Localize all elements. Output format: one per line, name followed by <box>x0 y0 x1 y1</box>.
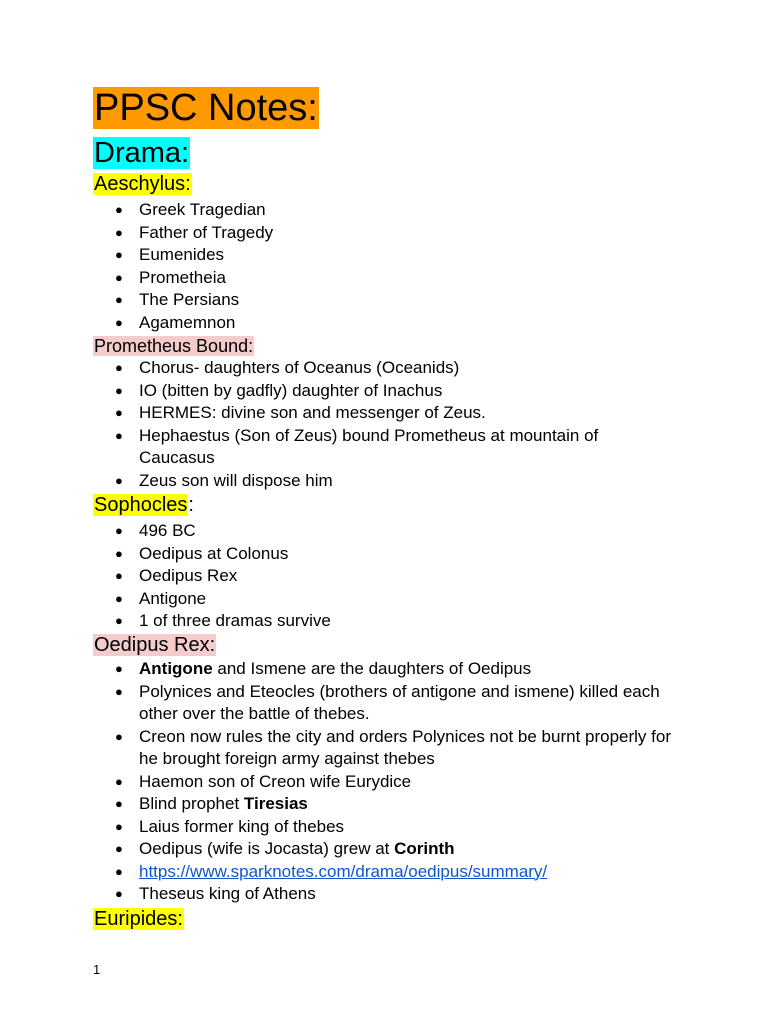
list-item <box>93 312 673 335</box>
list-item <box>93 199 673 222</box>
bullet-icon: ● <box>115 818 123 834</box>
bullet-icon: ● <box>115 382 123 398</box>
bullet-icon: ● <box>115 545 123 561</box>
list-item-text: Blind prophet <box>139 794 244 813</box>
list-item-bold: Antigone <box>139 659 213 678</box>
list-item-text: Theseus king of Athens <box>139 884 316 903</box>
page-number: 1 <box>93 962 101 977</box>
heading-prometheus-bound-text: Prometheus Bound: <box>94 336 254 356</box>
list-item <box>93 380 673 403</box>
bullet-icon: ● <box>115 292 123 307</box>
list-item-bold: Corinth <box>394 839 455 858</box>
list-item-text: Creon now rules the city and orders Polynices not be burnt properly for he brought foreign army against thebes <box>139 726 671 768</box>
bullet-icon: ● <box>115 728 123 744</box>
heading-euripides-text: Euripides: <box>94 908 183 930</box>
bullet-icon: ● <box>115 472 123 488</box>
list-item-text: and Ismene are the daughters of Oedipus <box>212 659 532 678</box>
list-item-text: Antigone <box>139 588 207 608</box>
list-item-text: Haemon son of Creon wife Eurydice <box>139 771 412 791</box>
heading-euripides <box>93 907 184 932</box>
list-item <box>93 402 673 425</box>
bullet-icon: ● <box>115 523 123 538</box>
list-aeschylus <box>93 199 673 334</box>
heading-sophocles-text: Sophocles <box>94 494 188 516</box>
heading-aeschylus <box>93 172 192 197</box>
section-heading-drama-text: Drama: <box>94 137 190 169</box>
list-item <box>93 861 673 884</box>
list-item <box>93 816 673 839</box>
list-item-text: Oedipus (wife is Jocasta) grew at <box>139 839 395 858</box>
bullet-icon: ● <box>115 773 123 789</box>
heading-oedipus-rex <box>93 633 216 658</box>
bullet-icon: ● <box>115 405 123 420</box>
list-item <box>93 658 673 681</box>
list-item <box>93 588 673 611</box>
list-item-text: Chorus- daughters of Oceanus (Oceanids) <box>139 358 460 377</box>
list-item-text: Prometheia <box>139 267 226 287</box>
bullet-icon: ● <box>115 590 123 606</box>
list-sophocles <box>93 520 673 633</box>
list-item-text: IO (bitten by gadfly) daughter of Inachus <box>139 380 443 400</box>
list-item <box>93 883 673 906</box>
list-item <box>93 425 673 470</box>
bullet-icon: ● <box>115 247 123 262</box>
bullet-icon: ● <box>115 568 123 583</box>
bullet-icon: ● <box>115 796 123 811</box>
list-item <box>93 520 673 543</box>
list-item <box>93 838 673 861</box>
list-item-text: Zeus son will dispose him <box>139 470 333 490</box>
bullet-icon: ● <box>115 661 123 676</box>
bullet-icon: ● <box>115 427 123 443</box>
sparknotes-link[interactable]: https://www.sparknotes.com/drama/oedipus/summary/ <box>139 861 548 881</box>
list-item-text: HERMES: divine son and messenger of Zeus. <box>139 403 486 422</box>
page-title-text: PPSC Notes: <box>94 87 318 129</box>
list-oedipus-rex <box>93 658 673 906</box>
list-item-text: 496 BC <box>139 521 196 540</box>
heading-prometheus-bound <box>93 335 254 358</box>
bullet-icon: ● <box>115 314 123 330</box>
list-item <box>93 357 673 380</box>
list-item <box>93 543 673 566</box>
heading-sophocles-colon: : <box>188 494 194 516</box>
list-item <box>93 726 673 771</box>
list-item-text: Oedipus at Colonus <box>139 543 289 563</box>
list-item <box>93 222 673 245</box>
list-item-text: Father of Tragedy <box>139 222 274 242</box>
bullet-icon: ● <box>115 613 123 628</box>
bullet-icon: ● <box>115 886 123 901</box>
list-item-text: Laius former king of thebes <box>139 816 345 836</box>
list-item <box>93 267 673 290</box>
list-item-text: Oedipus Rex <box>139 566 238 585</box>
list-item <box>93 771 673 794</box>
bullet-icon: ● <box>115 863 123 879</box>
bullet-icon: ● <box>115 360 123 375</box>
bullet-icon: ● <box>115 683 123 699</box>
page-title <box>93 85 319 131</box>
list-item <box>93 244 673 267</box>
list-item <box>93 793 673 816</box>
bullet-icon: ● <box>115 269 123 285</box>
list-item-text: Hephaestus (Son of Zeus) bound Prometheus at mountain of Caucasus <box>139 425 599 467</box>
list-item <box>93 289 673 312</box>
list-item-text: 1 of three dramas survive <box>139 611 331 630</box>
section-heading-drama <box>93 135 190 171</box>
list-prometheus-bound <box>93 357 673 492</box>
list-item-text: The Persians <box>139 290 240 309</box>
list-item <box>93 681 673 726</box>
list-item-bold: Tiresias <box>243 794 308 813</box>
list-item <box>93 470 673 493</box>
list-item <box>93 610 673 633</box>
heading-aeschylus-text: Aeschylus: <box>94 173 191 195</box>
list-item-text: Polynices and Eteocles (brothers of antigone and ismene) killed each other over the battle of thebes. <box>139 681 660 723</box>
bullet-icon: ● <box>115 841 123 856</box>
bullet-icon: ● <box>115 202 123 217</box>
list-item <box>93 565 673 588</box>
list-item-text: Eumenides <box>139 245 225 264</box>
heading-sophocles <box>93 493 194 518</box>
heading-oedipus-rex-text: Oedipus Rex: <box>94 634 216 656</box>
list-item-text: Greek Tragedian <box>139 200 266 219</box>
bullet-icon: ● <box>115 224 123 240</box>
list-item-text: Agamemnon <box>139 312 236 332</box>
